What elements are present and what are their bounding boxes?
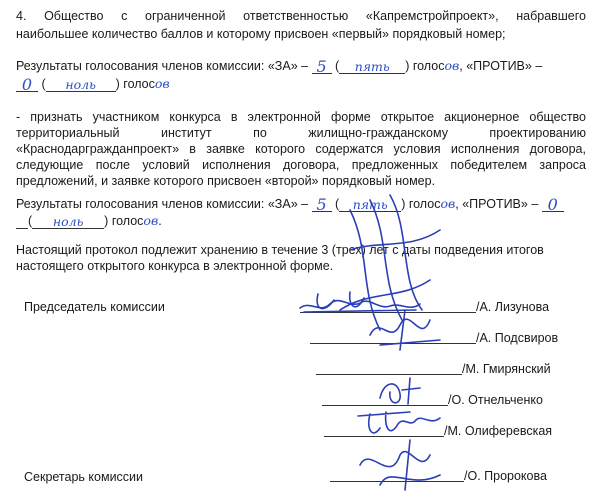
- vote-2-prefix: Результаты голосования членов комиссии: «ЗА» –: [16, 197, 309, 211]
- paragraph-5-line-4: следующие после условий исполнения договора, предложенных победителем запроса: [16, 158, 586, 172]
- vote-1-golos-1-suffix: ов: [444, 58, 460, 73]
- vote-2-golos-2: голос: [111, 214, 144, 228]
- vote-1-for-digit: 5: [312, 59, 332, 74]
- signature-scribble-prorokova: [350, 435, 460, 495]
- member-name-gmiryanskiy: /М. Гмирянский: [462, 362, 551, 376]
- vote-1-golos-1: голос: [412, 59, 445, 73]
- vote-1-line-1: Результаты голосования членов комиссии: «ЗА» – 5 ( пять ) голосов, «ПРОТИВ» –: [16, 57, 543, 76]
- vote-1-against-digit: 0: [16, 77, 38, 92]
- vote-2-golos-1-suffix: ов: [440, 196, 456, 211]
- paragraph-5-line-3: «Краснодаргражданпроект» в заявке которого содержатся условия исполнения договора,: [16, 142, 586, 156]
- vote-1-line-2: 0 ( ноль ) голосов: [16, 76, 586, 92]
- member-name-otnelchenko: /О. Отнельченко: [448, 393, 543, 407]
- storage-line-2: настоящего открытого конкурса в электронной форме.: [16, 259, 334, 273]
- vote-2-golos-1: голос: [408, 197, 441, 211]
- member-name-podsvirov: /А. Подсвиров: [476, 331, 559, 345]
- vote-1-prefix: Результаты голосования членов комиссии: «ЗА» –: [16, 59, 309, 73]
- vote-2-golos-2-suffix: ов: [143, 213, 159, 228]
- member-name-lizunova: /А. Лизунова: [476, 300, 550, 314]
- paragraph-5-line-1: - признать участником конкурса в электронной форме открытое акционерное общество: [16, 110, 586, 124]
- vote-2-against-word: ноль: [32, 214, 104, 229]
- vote-2-for-word: пять: [339, 197, 401, 212]
- vote-2-for-digit: 5: [312, 197, 332, 212]
- vote-2-open-blank: [16, 214, 28, 229]
- chairman-label: Председатель комиссии: [24, 300, 165, 314]
- signature-scribble-podsvirov: [360, 305, 450, 355]
- vote-2-line-1: Результаты голосования членов комиссии: «ЗА» – 5 ( пять ) голосов, «ПРОТИВ» – 0: [16, 196, 586, 212]
- paragraph-4-line-1: 4. Общество с ограниченной ответственностью «Капремстройпроект», набравшего: [16, 9, 586, 23]
- member-name-oliferevskaya: /М. Олиферевская: [444, 424, 553, 438]
- vote-1-golos-2: голос: [123, 77, 155, 91]
- vote-2-line-2: ( ноль ) голосов.: [16, 213, 586, 229]
- vote-1-for-word: пять: [339, 59, 405, 74]
- vote-1-golos-2-suffix: ов: [154, 76, 170, 91]
- storage-line-1: Настоящий протокол подлежит хранению в течение 3 (трех) лет с даты подведения итогов: [16, 243, 544, 257]
- vote-1-against-label: , «ПРОТИВ» –: [459, 59, 543, 73]
- secretary-label: Секретарь комиссии: [24, 470, 144, 484]
- paragraph-4-line-2: наибольшее количество баллов и которому присвоен «первый» порядковый номер;: [16, 27, 506, 41]
- vote-2-against-digit: 0: [542, 197, 564, 212]
- vote-2-against-label: «ПРОТИВ» –: [462, 197, 539, 211]
- paragraph-5-line-5: предложений, и заявке которого присвоен «второй» порядковый номер.: [16, 174, 436, 188]
- paragraph-5-line-2: территориальный институт по жилищно-гражданскому проектированию: [16, 126, 586, 140]
- member-name-prorokova: /О. Пророкова: [464, 469, 547, 483]
- vote-1-against-word: ноль: [46, 77, 116, 92]
